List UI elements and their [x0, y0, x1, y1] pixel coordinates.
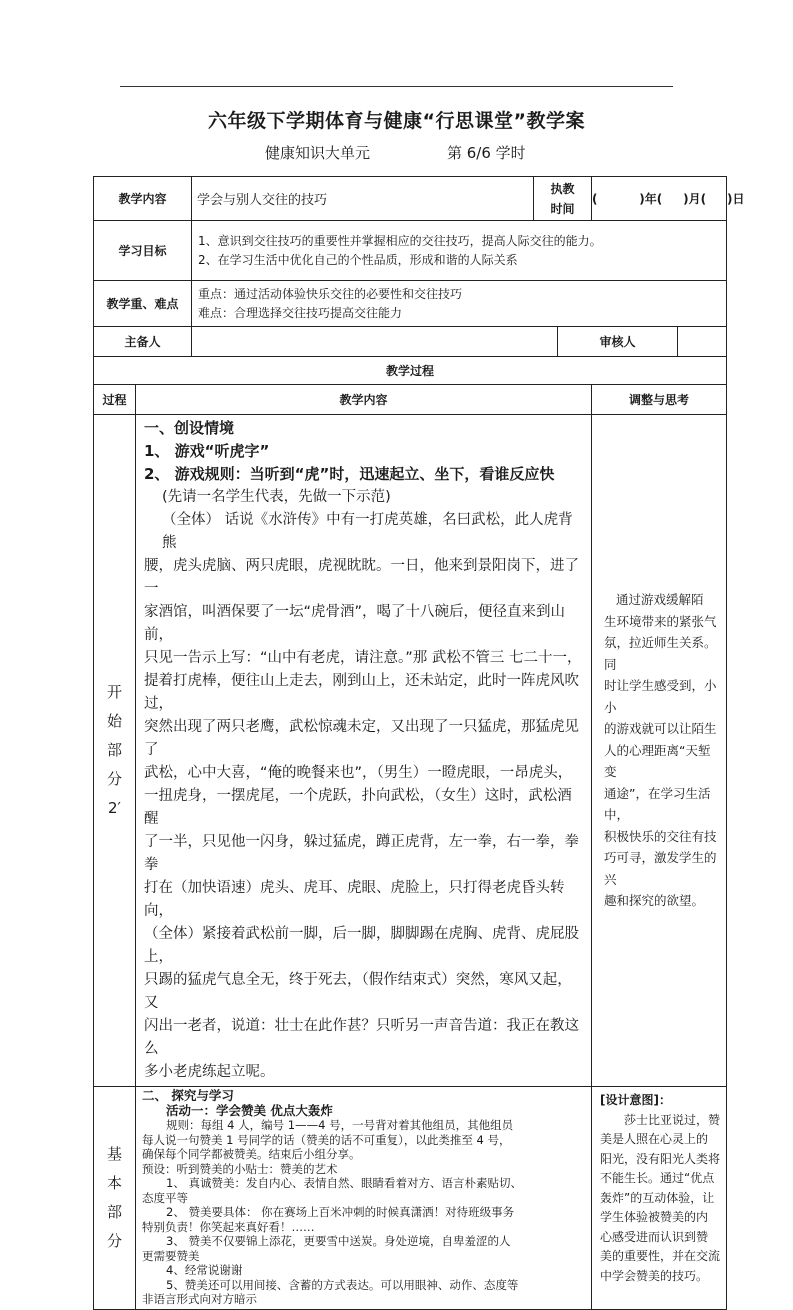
text-line: 4、经常说谢谢 — [166, 1263, 243, 1277]
text-line: 确保每个同学都被赞美。结束后小组分享。 — [142, 1147, 361, 1161]
text-line: 3、 赞美不仅要锦上添花，更要雪中送炭。身处逆境，自卑羞涩的人 — [166, 1234, 511, 1248]
text-line: 武松，心中大喜，“俺的晚餐来也”，（男生）一瞪虎眼，一昂虎头， — [144, 765, 573, 781]
note-line: 阳光，没有阳光人类将 — [600, 1151, 721, 1166]
time-label-line1: 执教 — [550, 181, 575, 196]
note-line: 通途”，在学习生活中， — [604, 785, 711, 823]
preparer-label: 主备人 — [94, 327, 192, 357]
stage-char: 部 — [106, 741, 122, 759]
stage-start-content — [136, 415, 592, 1087]
note-line: 美是人照在心灵上的 — [600, 1132, 709, 1146]
note-line: 通过游戏缓解陌 — [616, 592, 704, 608]
unit-label: 健康知识大单元 — [265, 144, 371, 162]
goal-item: 2、在学习生活中优化自己的个性品质，形成和谐的人际关系 — [198, 252, 518, 267]
text-line: 1、 真诚赞美：发自内心、表情自然、眼睛看着对方、语言朴素贴切、 — [166, 1176, 522, 1190]
stage-char: 分 — [106, 1231, 122, 1250]
key-row — [94, 281, 727, 327]
key-item: 重点：通过活动体验快乐交往的必要性和交往技巧 — [198, 286, 463, 301]
header-rule — [120, 86, 673, 87]
stage-basic-content — [136, 1087, 592, 1310]
stage-char: 部 — [106, 1202, 122, 1221]
content-value[interactable]: 学会与别人交往的技巧 — [192, 177, 534, 221]
stage-start-note — [592, 415, 727, 1087]
stage-char: 本 — [106, 1173, 122, 1192]
text-line: 只见一告示上写：“山中有老虎，请注意。”那 武松不管三 七二十一， — [144, 650, 582, 666]
stage-char: 基 — [106, 1144, 122, 1163]
note-line: 心感受进而认识到赞 — [600, 1229, 709, 1244]
stage-char: 开 — [106, 683, 122, 701]
goal-row — [94, 221, 727, 281]
text-line: 更需要赞美 — [142, 1248, 200, 1263]
text-line: (先请一名学生代表，先做一下示范) — [162, 489, 391, 505]
stage-char: 分 — [106, 770, 122, 788]
text-line: 腰，虎头虎脑、两只虎眼，虎视眈眈。一日，他来到景阳岗下，进了一 — [144, 558, 579, 597]
page-title: 六年级下学期体育与健康“行思课堂”教学案 — [208, 110, 585, 132]
section-heading: 一、创设情境 — [144, 419, 235, 437]
note-line: 中学会赞美的技巧。 — [600, 1268, 709, 1283]
stage-duration: 2′ — [108, 799, 121, 817]
lesson-plan-table — [93, 176, 745, 1310]
content-label: 教学内容 — [94, 177, 192, 221]
text-line: 了一半，只见他一闪身，躲过猛虎，蹲正虎背，左一拳，右一拳，拳拳 — [144, 834, 579, 873]
session-label: 第 6/6 学时 — [447, 144, 526, 162]
content-row — [94, 177, 727, 221]
note-line: 的游戏就可以让陌生 — [604, 721, 717, 737]
note-line: 巧可寻，激发学生的兴 — [604, 850, 717, 887]
text-line: 闪出一老者，说道：壮士在此作甚？只听另一声音告道：我正在教这么 — [144, 1018, 579, 1057]
note-line: 轰炸”的互动体验，让 — [600, 1190, 715, 1205]
process-title-row — [94, 357, 727, 385]
text-line: 只踢的猛虎气息全无，终于死去，（假作结束式）突然，寒风又起，又 — [144, 972, 572, 1011]
col-stage: 过程 — [94, 385, 136, 415]
note-line: 积极快乐的交往有技 — [604, 828, 717, 844]
stage-basic-note — [592, 1087, 727, 1310]
game-name: 1、 游戏“听虎字” — [144, 442, 270, 460]
key-item: 难点：合理选择交往技巧提高交往能力 — [198, 305, 403, 320]
text-line: 提着打虎棒，便往山上走去，刚到山上，还未站定，此时一阵虎风吹过， — [144, 673, 579, 712]
stage-basic-row — [94, 1087, 727, 1310]
text-line: 家酒馆，叫酒保要了一坛“虎骨酒”，喝了十八碗后，便径直来到山前， — [144, 604, 566, 643]
goal-item: 1、意识到交往技巧的重要性并掌握相应的交往技巧，提高人际交往的能力。 — [198, 233, 602, 248]
note-line: 莎士比亚说过，赞 — [624, 1112, 721, 1127]
reviewer-value[interactable] — [678, 327, 727, 357]
key-list — [192, 281, 727, 327]
stage-start-row — [94, 415, 727, 1087]
stage-char: 始 — [106, 712, 122, 730]
stage-start-name — [94, 415, 136, 1087]
note-line: 生环境带来的紧张气 — [604, 613, 717, 629]
note-line: 趣和探究的欲望。 — [604, 893, 705, 909]
text-line: 一扭虎身，一摆虎尾，一个虎跃，扑向武松，（女生）这时，武松酒醒 — [144, 788, 572, 827]
col-content: 教学内容 — [136, 385, 592, 415]
text-line: （全体） 话说《水浒传》中有一打虎英雄，名曰武松，此人虎背熊 — [162, 512, 573, 551]
process-header-row — [94, 385, 727, 415]
time-label-line2: 时间 — [550, 201, 575, 216]
text-line: 每人说一句赞美 1 号同学的话（赞美的话不可重复），以此类推至 4 号， — [142, 1132, 511, 1147]
text-line: 2、 赞美要具体： 你在赛场上百米冲刺的时候真潇洒！对待班级事务 — [166, 1205, 515, 1219]
goal-label: 学习目标 — [94, 221, 192, 281]
note-line: 时让学生感受到，小小 — [604, 678, 717, 715]
goal-list — [192, 221, 727, 281]
reviewer-label: 审核人 — [558, 327, 678, 357]
section-heading: 二、 探究与学习 — [142, 1088, 234, 1103]
key-label: 教学重、难点 — [94, 281, 192, 327]
text-line: 打在（加快语速）虎头、虎耳、虎眼、虎脸上，只打得老虎昏头转向， — [144, 880, 565, 919]
text-line: 规则：每组 4 人，编号 1——4 号，一号背对着其他组员，其他组员 — [166, 1118, 514, 1132]
text-line: 多小老虎练起立呢。 — [144, 1064, 275, 1080]
text-line: 突然出现了两只老鹰，武松惊魂未定，又出现了一只猛虎，那猛虎见了 — [144, 719, 579, 758]
preparer-value[interactable] — [192, 327, 558, 357]
process-title: 教学过程 — [94, 357, 727, 385]
note-line: 人的心理距离“天堑变 — [604, 742, 711, 780]
activity-title: 活动一：学会赞美 优点大轰炸 — [166, 1102, 333, 1118]
note-line: 美的重要性，并在交流 — [600, 1249, 721, 1263]
date-value[interactable]: ( )年( )月( )日 — [592, 177, 727, 221]
time-label — [534, 177, 592, 221]
text-line: 非语言形式向对方暗示 — [142, 1292, 257, 1306]
text-line: 预设：听到赞美的小贴士：赞美的艺术 — [142, 1161, 338, 1176]
stage-basic-name — [94, 1087, 136, 1310]
text-line: （全体）紧接着武松前一脚，后一脚，脚脚踢在虎胸、虎背、虎屁股上， — [144, 926, 579, 965]
game-rule: 2、 游戏规则：当听到“虎”时，迅速起立、坐下，看谁反应快 — [144, 465, 555, 483]
note-line: 氛，拉近师生关系。同 — [604, 635, 717, 672]
note-line: 学生体验被赞美的内 — [600, 1210, 709, 1224]
staff-row — [94, 327, 727, 357]
note-heading: [设计意图]： — [600, 1093, 672, 1107]
text-line: 5、赞美还可以用间接、含蓄的方式表达。可以用眼神、动作、态度等 — [166, 1277, 519, 1292]
col-reflect: 调整与思考 — [592, 385, 727, 415]
text-line: 特别负责！你笑起来真好看！…… — [142, 1219, 315, 1234]
text-line: 态度平等 — [142, 1190, 188, 1205]
note-line: 不能生长。通过“优点 — [600, 1171, 715, 1185]
